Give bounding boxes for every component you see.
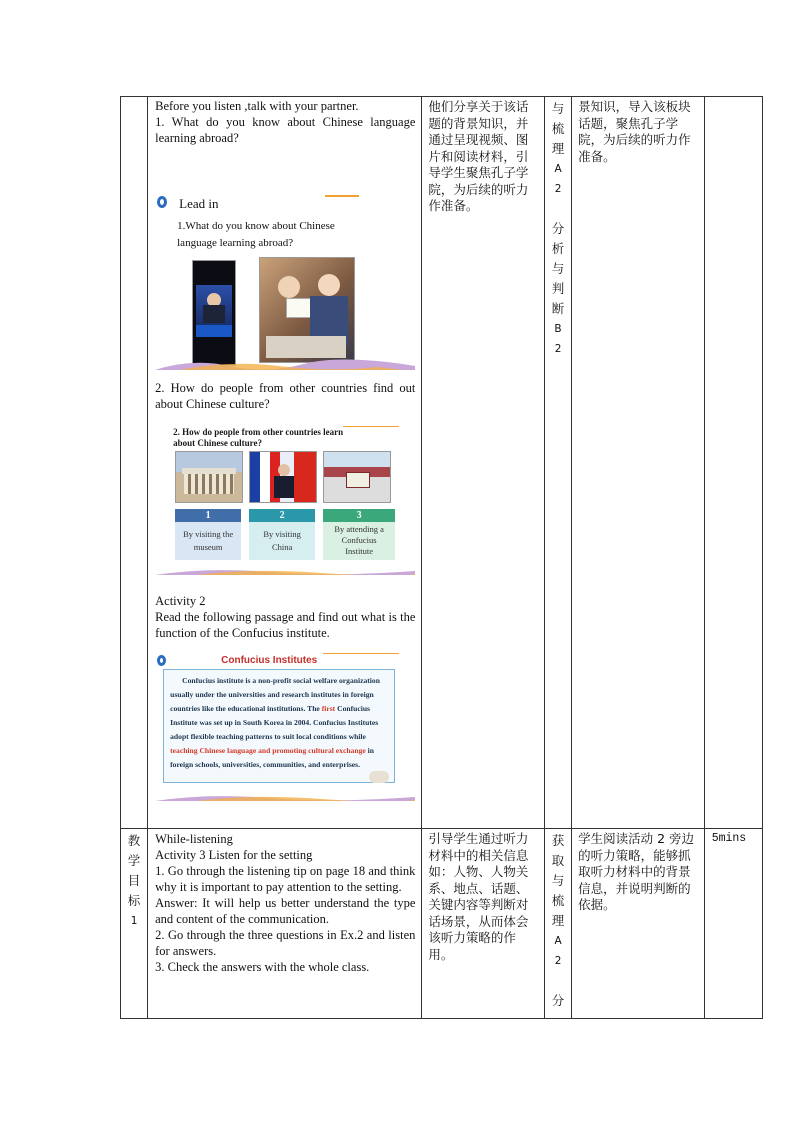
- step-3-text: 3. Check the answers with the whole class.: [155, 960, 370, 974]
- vertical-char: 与: [551, 261, 565, 276]
- purpose-text: 学生阅读活动 2 旁边的听力策略，能够抓取听力材料中的背景信息，并说明判断的依据。: [578, 831, 694, 912]
- vertical-char: B: [554, 323, 562, 335]
- vertical-char: A: [554, 935, 562, 947]
- step-2-text: 2. Go through the three questions in Ex.2 and listen for answers.: [155, 928, 416, 958]
- teacher-activity-cell: [422, 829, 545, 1019]
- vertical-char: 分: [551, 993, 565, 1008]
- table-row: [121, 97, 763, 829]
- vertical-char: 与: [551, 101, 565, 116]
- vertical-char: 析: [551, 241, 565, 256]
- row1-col1: [121, 97, 148, 829]
- teacher-activity-text: 引导学生通过听力材料中的相关信息如：人物、人物关系、地点、话题、关键内容等判断对话场景，从而体会该听力策略的作用。: [428, 831, 529, 962]
- vertical-char: 取: [551, 853, 565, 868]
- vertical-char: 教: [127, 833, 141, 848]
- slide-question: 1.What do you know about Chinese language learning abroad?: [177, 220, 335, 249]
- vertical-char: 梳: [551, 121, 565, 136]
- vertical-char: 断: [551, 301, 565, 316]
- activity-2-text: Read the following passage and find out what is the function of the Confucius institute.: [155, 610, 416, 640]
- vertical-char: [545, 971, 571, 991]
- vertical-char: 学: [127, 853, 141, 868]
- lead-in-slide: [155, 190, 415, 370]
- vertical-char: 梳: [551, 893, 565, 908]
- vertical-char: 2: [554, 183, 562, 195]
- passage-box: Confucius institute is a non-profit social welfare organization usually under the universities and research institutes in foreign countries like the educational institutions. The first Confucius Institute was set up in South Korea in 2004. Confucius Institutes adopt flexible teaching patterns to suit local conditions while teaching Chinese language and promoting cultural exchange in foreign schools, universities, communities, and enterprises.: [163, 669, 395, 783]
- ability-cell: [544, 97, 571, 829]
- step-1-text: 1. Go through the listening tip on page 18 and think why it is important to pay attention to the setting.: [155, 864, 416, 894]
- step-1: 1 By visiting the museum: [175, 509, 241, 560]
- purpose-cell: [572, 97, 705, 829]
- slide-header-bar: [343, 426, 399, 427]
- purpose-cell: [572, 829, 705, 1019]
- museum-photo: [175, 451, 243, 503]
- objective-cell: [121, 829, 148, 1019]
- china-visit-photo: [249, 451, 317, 503]
- slide2-title: 2. How do people from other countries learn about Chinese culture?: [173, 427, 344, 448]
- time-cell: [704, 97, 762, 829]
- students-photo: [259, 257, 355, 363]
- teacher-activity-cell: [422, 97, 545, 829]
- decorative-wave: [155, 356, 415, 370]
- circle-icon: [157, 655, 166, 666]
- vertical-char: 目: [127, 873, 141, 888]
- ability-list: [545, 829, 571, 1013]
- activity-3-title: Activity 3 Listen for the setting: [155, 848, 313, 862]
- vertical-char: 1: [130, 915, 138, 927]
- time-cell: [704, 829, 762, 1019]
- vertical-char: 获: [551, 833, 565, 848]
- vertical-char: 分: [551, 221, 565, 236]
- while-listening-title: While-listening: [155, 832, 233, 846]
- purpose-text: 景知识，导入该板块话题，聚焦孔子学院，为后续的听力作准备。: [578, 99, 691, 164]
- culture-slide: [155, 425, 415, 575]
- decorative-wave: [155, 791, 415, 801]
- decorative-wave: [155, 565, 415, 575]
- question-2: 2. How do people from other countries find out about Chinese culture?: [155, 381, 416, 411]
- table-row: [121, 829, 763, 1019]
- activity-2-title: Activity 2: [155, 594, 206, 608]
- vertical-char: 理: [551, 913, 565, 928]
- ability-list: [545, 97, 571, 361]
- vertical-char: 2: [554, 343, 562, 355]
- vertical-char: A: [554, 163, 562, 175]
- step-2: 2 By visiting China: [249, 509, 315, 560]
- vertical-char: 与: [551, 873, 565, 888]
- time-text: [705, 97, 762, 101]
- activity-cell: [148, 829, 422, 1019]
- vertical-char: 标: [127, 893, 141, 908]
- time-text: 5mins: [711, 832, 747, 845]
- ability-cell: [544, 829, 571, 1019]
- slide-title: Lead in: [179, 196, 219, 211]
- question-1: 1. What do you know about Chinese language learning abroad?: [155, 115, 416, 145]
- circle-icon: [157, 196, 167, 208]
- slide3-title: Confucius Institutes: [221, 655, 318, 666]
- vertical-char: 2: [554, 955, 562, 967]
- step-3: 3 By attending a Confucius Institute: [323, 509, 395, 560]
- intro-text: Before you listen ,talk with your partner.: [155, 99, 359, 113]
- lesson-plan-table: [120, 96, 763, 1019]
- slide-header-bar: [325, 195, 359, 197]
- teacher-activity-text: 他们分享关于该话题的背景知识，并通过呈现视频、图片和阅读材料，引导学生聚焦孔子学院，为后续的听力作准备。: [428, 99, 529, 213]
- cartoon-icon: [369, 771, 389, 783]
- vertical-char: [545, 199, 571, 219]
- activity-cell: [148, 97, 422, 829]
- answer-text: Answer: It will help us better understand the type and content of the communication.: [155, 896, 416, 926]
- confucius-institute-photo: [323, 451, 391, 503]
- video-thumbnail: [192, 260, 236, 366]
- vertical-char: 理: [551, 141, 565, 156]
- vertical-char: 判: [551, 281, 565, 296]
- slide-header-bar: [323, 653, 399, 654]
- objective-label: [121, 829, 147, 933]
- confucius-slide: [155, 651, 415, 801]
